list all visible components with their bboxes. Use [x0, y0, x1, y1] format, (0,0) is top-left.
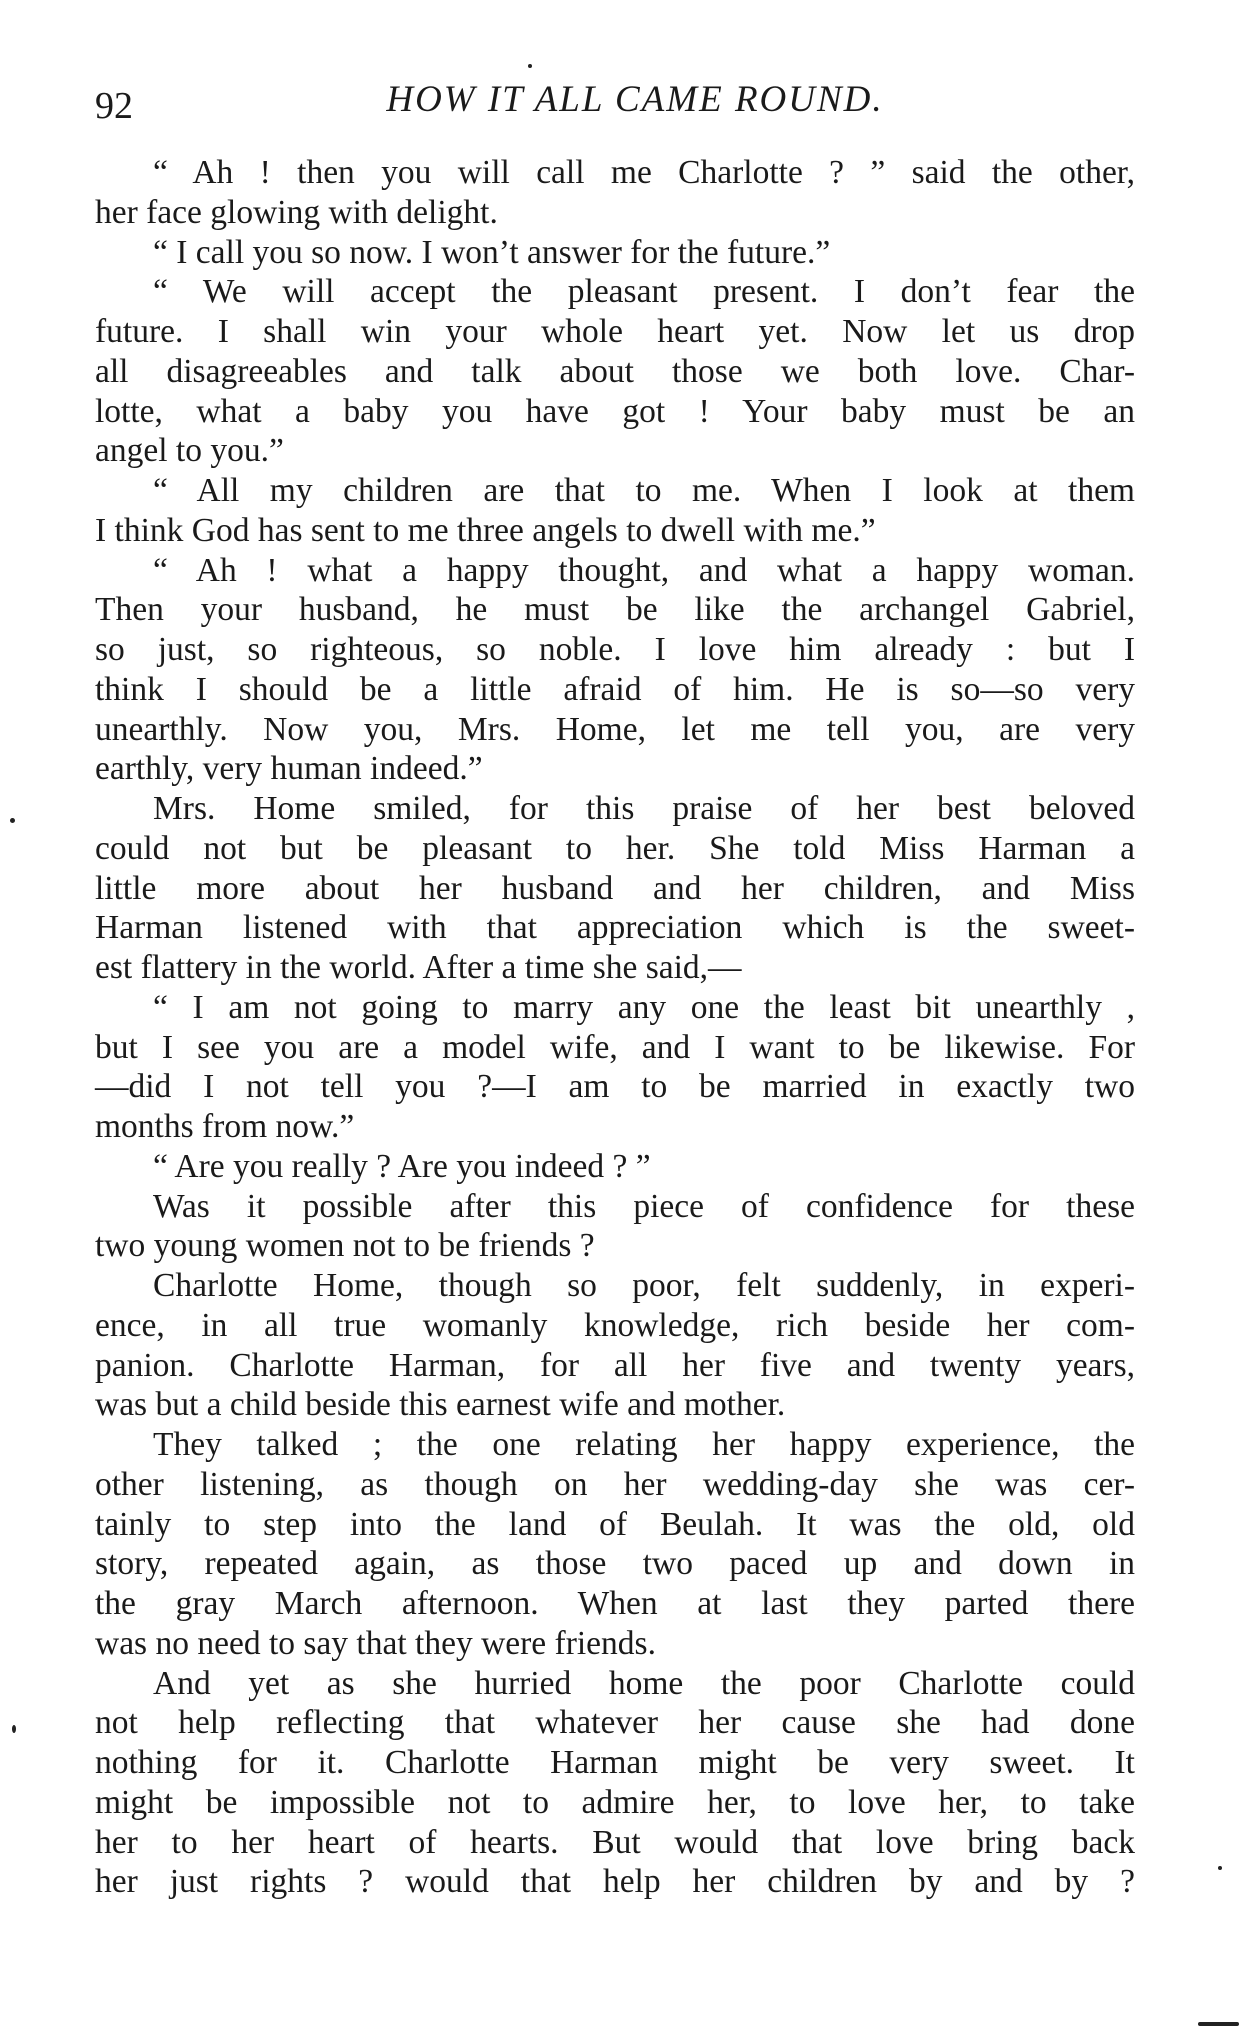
text-line: other listening, as though on her wedding-day she was cer- — [95, 1465, 1135, 1503]
text-line: Was it possible after this piece of confidence for these — [153, 1187, 1135, 1225]
text-line: might be impossible not to admire her, to love her, to take — [95, 1783, 1135, 1821]
text-line: I think God has sent to me three angels to dwell with me.” — [95, 511, 876, 549]
running-title: HOW IT ALL CAME ROUND. — [386, 79, 884, 120]
text-line: “ All my children are that to me. When I look at them — [153, 472, 1135, 509]
body-text — [95, 153, 1135, 1902]
text-line: earthly, very human indeed.” — [95, 750, 483, 788]
text-line: “ Ah ! what a happy thought, and what a happy woman. — [153, 551, 1135, 589]
ink-speck — [1218, 1866, 1222, 1870]
text-line: future. I shall win your whole heart yet. Now let us drop — [95, 313, 1135, 350]
text-line: ence, in all true womanly knowledge, rich beside her com- — [95, 1306, 1135, 1344]
text-line: story, repeated again, as those two paced up and down in — [95, 1545, 1135, 1583]
text-line: the gray March afternoon. When at last they parted there — [95, 1585, 1135, 1622]
text-line: est flattery in the world. After a time she said,— — [95, 949, 742, 986]
text-line: but I see you are a model wife, and I want to be likewise. For — [95, 1028, 1135, 1066]
text-line: And yet as she hurried home the poor Charlotte could — [153, 1664, 1135, 1702]
text-line: Harman listened with that appreciation which is the sweet- — [95, 909, 1135, 947]
text-line: all disagreeables and talk about those we both love. Char- — [95, 352, 1135, 390]
ink-speck — [1198, 2022, 1239, 2026]
text-line: her to her heart of hearts. But would that love bring back — [95, 1823, 1135, 1861]
text-line: unearthly. Now you, Mrs. Home, let me tell you, are very — [95, 710, 1135, 748]
text-line: nothing for it. Charlotte Harman might be very sweet. It — [95, 1744, 1135, 1781]
text-line: “ Are you really ? Are you indeed ? ” — [153, 1147, 651, 1185]
text-line: tainly to step into the land of Beulah. It was the old, old — [95, 1505, 1135, 1543]
text-line: Mrs. Home smiled, for this praise of her best beloved — [153, 790, 1135, 827]
text-line: “ I am not going to marry any one the least bit unearthly , — [153, 988, 1135, 1026]
text-line: was no need to say that they were friends. — [95, 1624, 656, 1662]
text-line: think I should be a little afraid of him. He is so—so very — [95, 670, 1135, 708]
running-head — [95, 78, 1135, 128]
text-line: was but a child beside this earnest wife and mother. — [95, 1386, 786, 1424]
text-line: lotte, what a baby you have got ! Your baby must be an — [95, 392, 1135, 430]
text-line: “ We will accept the pleasant present. I don’t fear the — [153, 273, 1135, 311]
text-line: months from now.” — [95, 1108, 355, 1145]
text-line: little more about her husband and her children, and Miss — [95, 869, 1135, 907]
text-line: her face glowing with delight. — [95, 193, 498, 231]
text-line: “ I call you so now. I won’t answer for the future.” — [153, 233, 831, 271]
text-line: could not but be pleasant to her. She told Miss Harman a — [95, 829, 1135, 867]
text-line: two young women not to be friends ? — [95, 1227, 595, 1265]
text-line: so just, so righteous, so noble. I love him already : but I — [95, 631, 1135, 668]
text-line: not help reflecting that whatever her cause she had done — [95, 1704, 1135, 1742]
text-line: —did I not tell you ?—I am to be married in exactly two — [95, 1068, 1135, 1106]
ink-speck — [10, 818, 15, 823]
text-line: her just rights ? would that help her children by and by ? — [95, 1863, 1135, 1901]
text-line: angel to you.” — [95, 432, 284, 470]
ink-speck — [528, 64, 532, 68]
page-number: 92 — [95, 85, 133, 127]
ink-speck — [12, 1725, 16, 1733]
text-line: Then your husband, he must be like the archangel Gabriel, — [95, 591, 1135, 629]
text-line: panion. Charlotte Harman, for all her five and twenty years, — [95, 1346, 1135, 1384]
text-line: “ Ah ! then you will call me Charlotte ? ” said the other, — [153, 154, 1135, 191]
text-line: Charlotte Home, though so poor, felt suddenly, in experi- — [153, 1267, 1135, 1304]
text-line: They talked ; the one relating her happy experience, the — [153, 1426, 1135, 1463]
